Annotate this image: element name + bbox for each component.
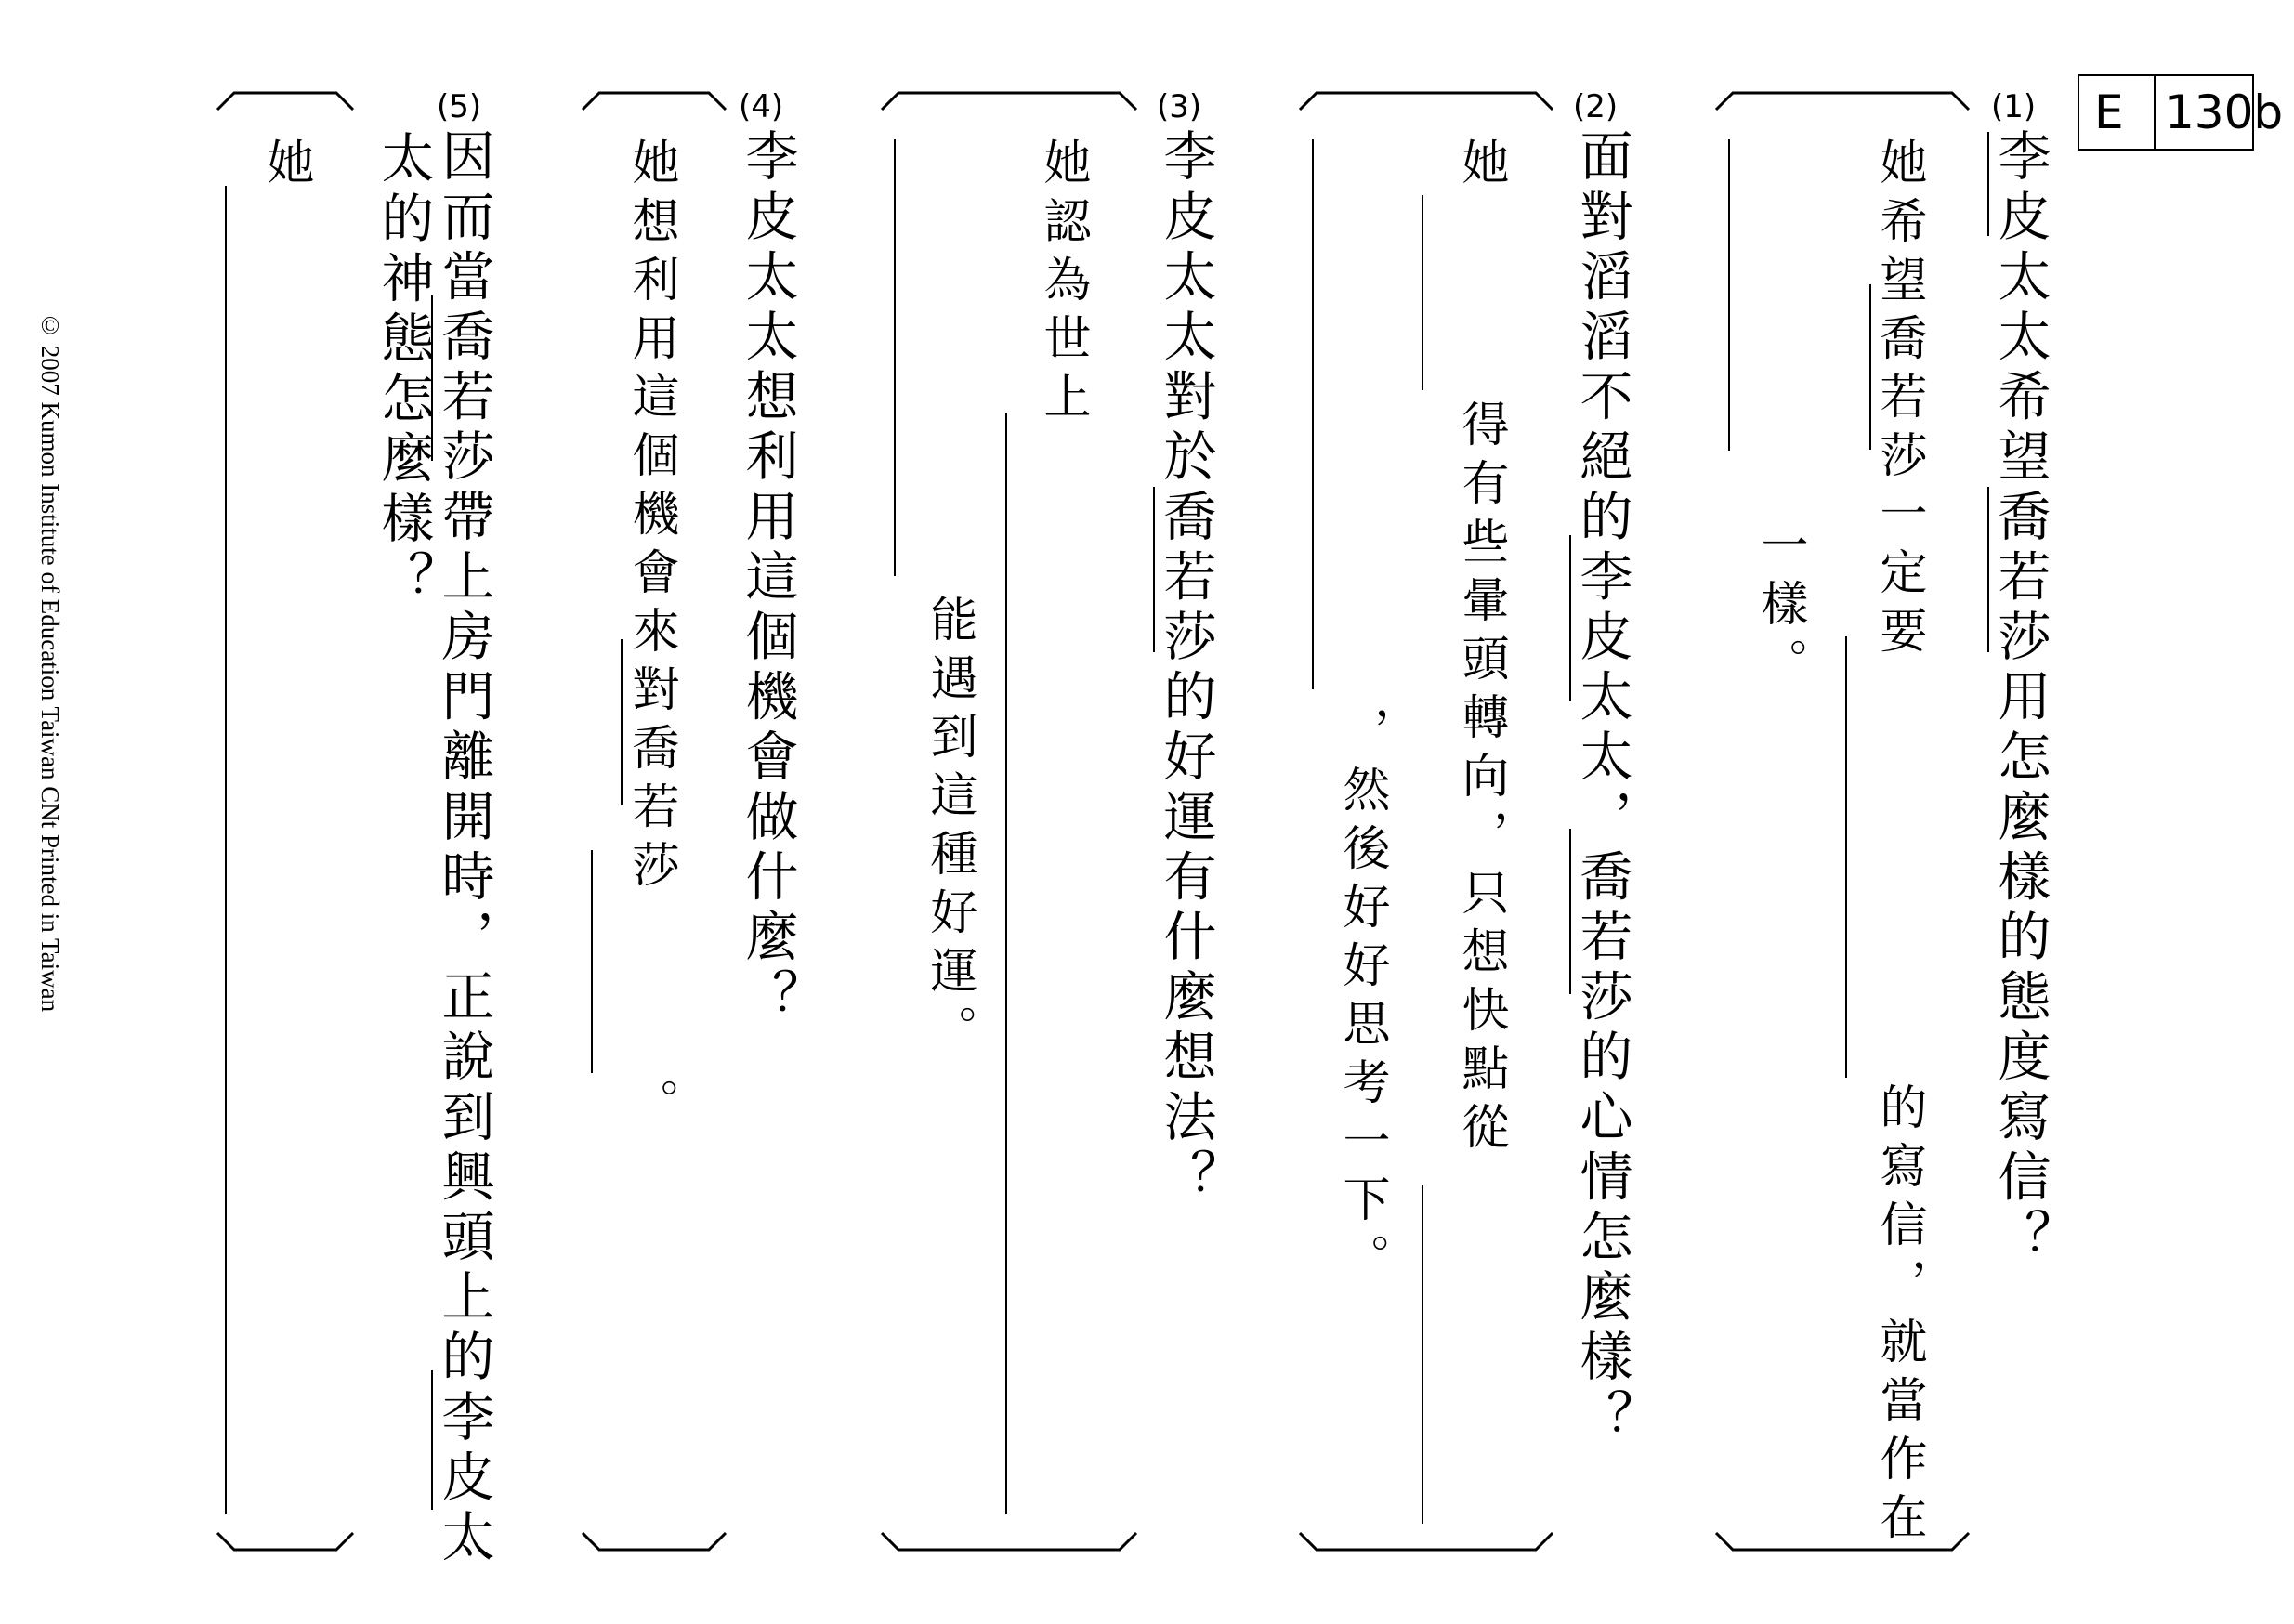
answer-2-line-1a: 她 xyxy=(1453,138,1508,196)
question-text-4: 李皮太太想利用這個機會做什麼？ xyxy=(737,128,798,1028)
underline-proper-noun xyxy=(1869,284,1871,450)
worksheet-level: E xyxy=(2094,85,2124,139)
blank-line-1b[interactable] xyxy=(1728,139,1730,451)
blank-line-3b[interactable] xyxy=(894,139,896,576)
answer-4-line-1: 她想利用這個機會來對喬若莎 xyxy=(623,138,678,898)
underline-proper-noun xyxy=(1987,487,1989,652)
question-number-4: (4) xyxy=(739,88,784,125)
underline-proper-noun xyxy=(1569,829,1571,994)
answer-brackets xyxy=(214,89,357,1553)
question-number-3: (3) xyxy=(1157,88,1202,125)
answer-1-line-3: 一樣。 xyxy=(1752,520,1807,696)
blank-line-5[interactable] xyxy=(225,186,227,1514)
answer-box-1 xyxy=(1712,89,1973,1553)
answer-4-line-2: 。 xyxy=(623,1078,678,1136)
blank-line-3a[interactable] xyxy=(1005,413,1007,1514)
answer-1-line-2: 的寫信，就當作在 xyxy=(1871,1082,1926,1551)
worksheet-code-box xyxy=(2078,74,2284,151)
question-number-2: (2) xyxy=(1573,88,1619,125)
blank-line-2c[interactable] xyxy=(1312,139,1314,689)
question-text-3: 李皮太太對於喬若莎的好運有什麼想法？ xyxy=(1155,128,1216,1209)
answer-brackets xyxy=(1712,89,1973,1553)
blank-line-2b[interactable] xyxy=(1422,1185,1423,1524)
question-text-5-line-1: 因而當喬若莎帶上房門離開時，正說到興頭上的李皮太 xyxy=(433,128,494,1569)
answer-3-line-1: 她認為世上 xyxy=(1035,138,1090,430)
tag-divider xyxy=(2154,76,2156,149)
question-number-5: (5) xyxy=(437,88,482,125)
underline-proper-noun xyxy=(621,639,623,805)
underline-proper-noun xyxy=(1153,487,1155,652)
question-number-1: (1) xyxy=(1991,88,2037,125)
answer-box-5 xyxy=(214,89,357,1553)
blank-line-4[interactable] xyxy=(591,850,593,1073)
answer-box-3 xyxy=(878,89,1140,1553)
question-text-1: 李皮太太希望喬若莎用怎麼樣的態度寫信？ xyxy=(1989,128,2051,1269)
answer-2-line-2: ，然後好好思考一下。 xyxy=(1334,706,1389,1291)
blank-line-1a[interactable] xyxy=(1845,636,1847,1078)
blank-line-2a[interactable] xyxy=(1422,195,1423,390)
answer-1-line-1: 她希望喬若莎一定要 xyxy=(1871,138,1926,664)
answer-5-line-1: 她 xyxy=(258,138,313,196)
question-text-2: 面對滔滔不絕的李皮太太，喬若莎的心情怎麼樣？ xyxy=(1571,128,1632,1449)
underline-proper-noun xyxy=(431,1370,433,1510)
copyright-notice: © 2007 Kumon Institute of Education Taiwan CNt Printed in Taiwan xyxy=(36,311,64,1013)
worksheet-code: 130b xyxy=(2165,85,2284,139)
question-text-5-line-2: 太的神態怎麼樣？ xyxy=(373,130,434,610)
underline-proper-noun xyxy=(1569,535,1571,701)
answer-3-line-2: 能遇到這種好運。 xyxy=(922,595,977,1063)
underline-proper-noun xyxy=(1987,132,1989,236)
answer-2-line-1b: 得有些暈頭轉向，只想快點從 xyxy=(1453,399,1508,1160)
answer-brackets xyxy=(878,89,1140,1553)
